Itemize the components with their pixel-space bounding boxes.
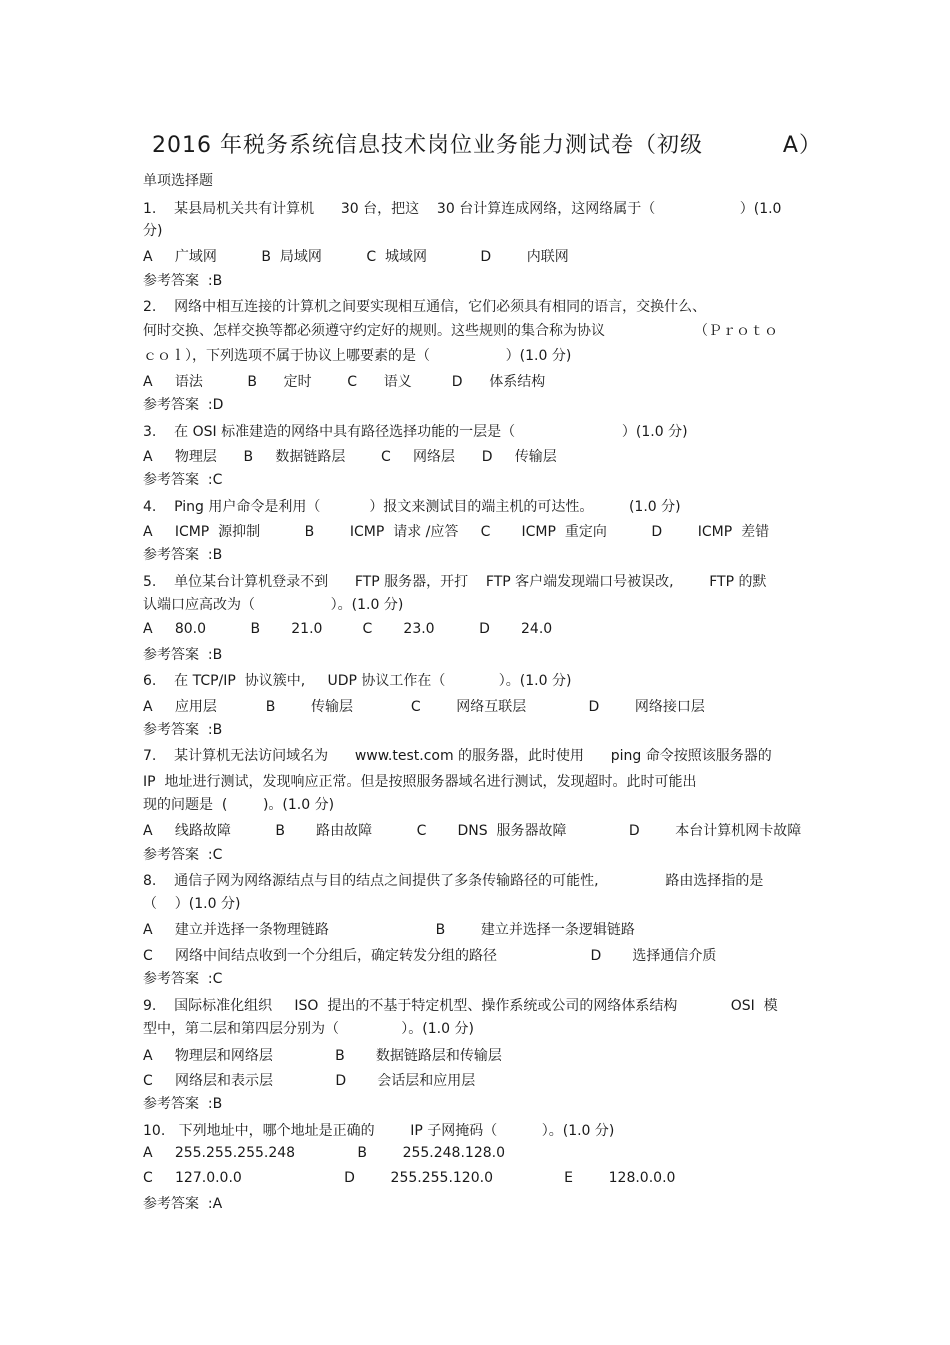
section-heading: 单项选择题 <box>143 173 213 189</box>
question-9-answer: 参考答案 :B <box>143 1096 223 1112</box>
question-10-options: C 127.0.0.0 D 255.255.120.0 E 128.0.0.0 <box>143 1170 676 1186</box>
question-6-options: A 应用层 B 传输层 C 网络互联层 D 网络接口层 <box>143 699 705 715</box>
question-2-options: A 语法 B 定时 C 语义 D 体系结构 <box>143 374 546 390</box>
question-9-options: C 网络层和表示层 D 会话层和应用层 <box>143 1073 476 1089</box>
question-4-options: A ICMP 源抑制 B ICMP 请求 /应答 C ICMP 重定向 D ICMP 差错 <box>143 524 770 540</box>
question-7-text: 7. 某计算机无法访问域名为 www.test.com 的服务器，此时使用 ping 命令按照该服务器的 <box>143 748 772 764</box>
page-title: 2016 年税务系统信息技术岗位业务能力测试卷（初级 A） <box>152 133 822 158</box>
question-9-text: 9. 国际标准化组织 ISO 提出的不基于特定机型、操作系统或公司的网络体系结构 OSI 模 <box>143 998 778 1014</box>
question-1-text: 1. 某县局机关共有计算机 30 台，把这 30 台计算连成网络，这网络属于（ ）(1.0 <box>143 201 782 217</box>
question-2-text: ｃｏｌ），下列选项不属于协议上哪要素的是（ ）(1.0 分) <box>143 348 572 364</box>
question-5-text: 5. 单位某台计算机登录不到 FTP 服务器，开打 FTP 客户端发现端口号被误改, FTP 的默 <box>143 574 767 590</box>
question-7-options: A 线路故障 B 路由故障 C DNS 服务器故障 D 本台计算机网卡故障 <box>143 823 802 839</box>
question-1-text: 分) <box>143 223 163 239</box>
question-5-answer: 参考答案 :B <box>143 647 223 663</box>
question-2-text: 何时交换、怎样交换等都必须遵守约定好的规则。这些规则的集合称为协议 （Ｐｒｏｔｏ <box>143 323 779 339</box>
question-8-answer: 参考答案 :C <box>143 971 223 987</box>
question-10-text: 10. 下列地址中，哪个地址是正确的 IP 子网掩码（ ）。(1.0 分) <box>143 1123 615 1139</box>
question-2-text: 2. 网络中相互连接的计算机之间要实现相互通信，它们必须具有相同的语言，交换什么、 <box>143 299 707 315</box>
question-4-text: 4. Ping 用户命令是利用（ ）报文来测试目的端主机的可达性。 (1.0 分) <box>143 499 681 515</box>
question-8-options: C 网络中间结点收到一个分组后，确定转发分组的路径 D 选择通信介质 <box>143 948 717 964</box>
question-7-text: IP 地址进行测试，发现响应正常。但是按照服务器域名进行测试，发现超时。此时可能出 <box>143 774 697 790</box>
question-7-answer: 参考答案 :C <box>143 847 223 863</box>
question-5-text: 认端口应高改为（ ）。(1.0 分) <box>143 597 404 613</box>
question-3-answer: 参考答案 :C <box>143 472 223 488</box>
question-4-answer: 参考答案 :B <box>143 547 223 563</box>
question-2-answer: 参考答案 :D <box>143 397 224 413</box>
question-10-options: A 255.255.255.248 B 255.248.128.0 <box>143 1145 505 1161</box>
question-6-answer: 参考答案 :B <box>143 722 223 738</box>
question-1-options: A 广域网 B 局域网 C 城域网 D 内联网 <box>143 249 569 265</box>
question-3-options: A 物理层 B 数据链路层 C 网络层 D 传输层 <box>143 449 557 465</box>
question-9-text: 型中，第二层和第四层分别为（ ）。(1.0 分) <box>143 1021 474 1037</box>
question-9-options: A 物理层和网络层 B 数据链路层和传输层 <box>143 1048 502 1064</box>
question-8-text: 8. 通信子网为网络源结点与目的结点之间提供了多条传输路径的可能性, 路由选择指的是 <box>143 873 764 889</box>
question-8-text: （ ）(1.0 分) <box>143 896 241 912</box>
question-3-text: 3. 在 OSI 标准建造的网络中具有路径选择功能的一层是（ ）(1.0 分) <box>143 424 688 440</box>
question-5-options: A 80.0 B 21.0 C 23.0 D 24.0 <box>143 621 553 637</box>
question-10-answer: 参考答案 :A <box>143 1196 223 1212</box>
question-8-options: A 建立并选择一条物理链路 B 建立并选择一条逻辑链路 <box>143 922 635 938</box>
question-7-text: 现的问题是 ( )。(1.0 分) <box>143 797 335 813</box>
question-6-text: 6. 在 TCP/IP 协议簇中, UDP 协议工作在（ ）。(1.0 分) <box>143 673 572 689</box>
question-1-answer: 参考答案 :B <box>143 273 223 289</box>
